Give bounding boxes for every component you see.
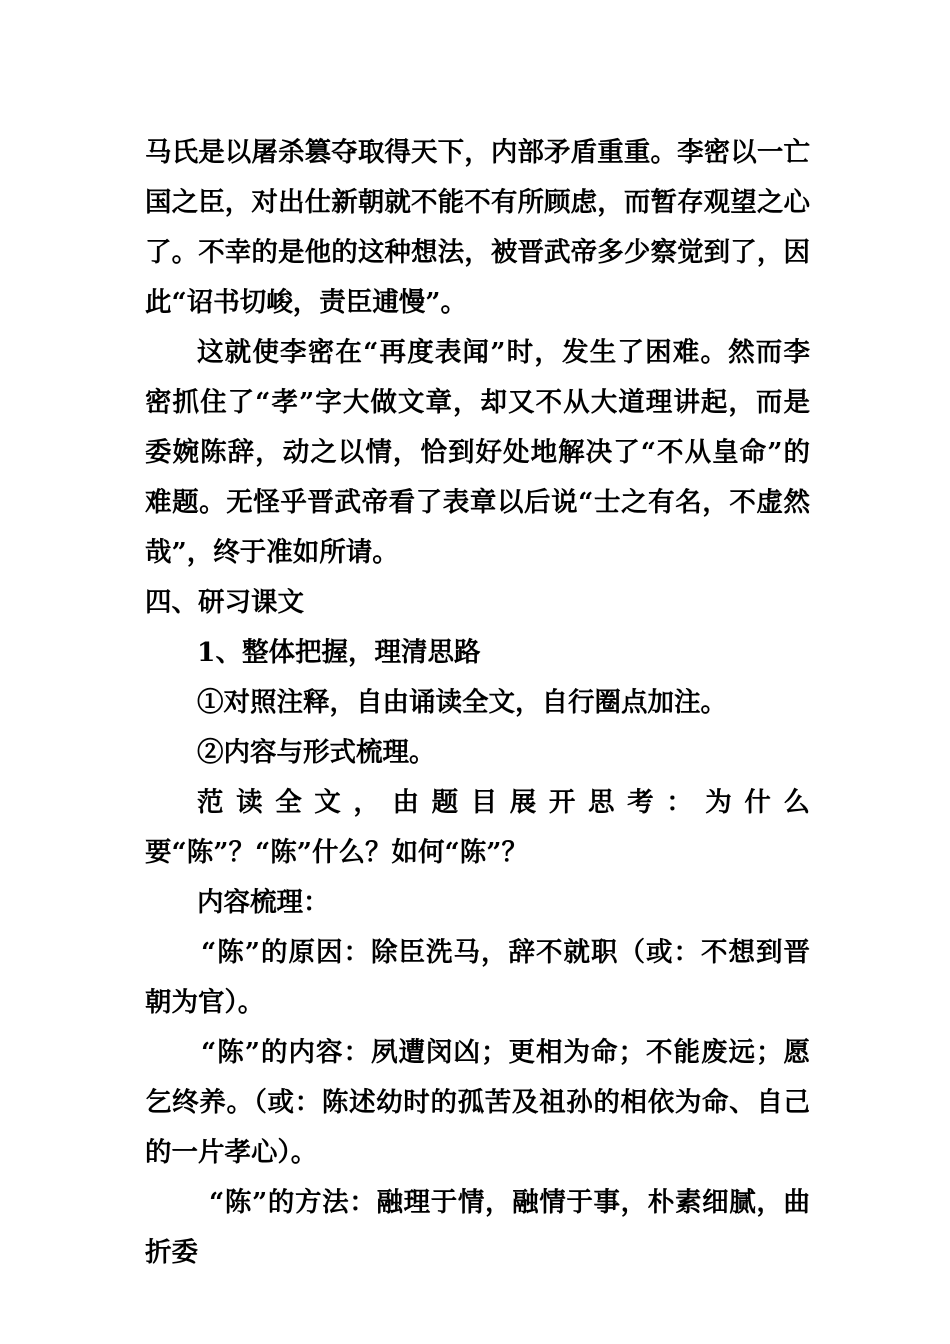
paragraph-guiding-questions: 范读全文，由题目展开思考：为什么要“陈”？“陈”什么？如何“陈”？ (145, 787, 810, 868)
paragraph-method: “陈”的方法：融理于情，融情于事，朴素细腻，曲折委 (145, 1187, 810, 1268)
paragraph-content: “陈”的内容：夙遭闵凶；更相为命；不能废远；愿乞终养。（或：陈述幼时的孤苦及祖孙的相依为命、自己的一片孝心）。 (145, 1037, 810, 1168)
paragraph-reason: “陈”的原因：除臣洗马，辞不就职（或：不想到晋朝为官）。 (145, 937, 810, 1018)
paragraph-historical-context: 马氏是以屠杀篡夺取得天下，内部矛盾重重。李密以一亡国之臣，对出仕新朝就不能不有所顾虑，而暂存观望之心了。不幸的是他的这种想法，被晋武帝多少察觉到了，因此“诏书切峻，责臣逋慢”。 (145, 137, 810, 318)
label-content-sorting: 内容梳理： (197, 887, 330, 918)
step-content-form: ②内容与形式梳理。 (197, 737, 436, 768)
step-read-with-notes: ①对照注释，自由诵读全文，自行圈点加注。 (197, 687, 727, 718)
document-body (145, 128, 810, 1278)
paragraph-difficulty: 这就使李密在“再度表闻”时，发生了困难。然而李密抓住了“孝”字大做文章，却又不从大道理讲起，而是委婉陈辞，动之以情，恰到好处地解决了“不从皇命”的难题。无怪乎晋武帝看了表章以后说“士之有名，不虚然哉”，终于准如所请。 (145, 337, 810, 568)
section-heading-study-text: 四、研习课文 (145, 587, 304, 618)
subheading-overall-grasp: 1、整体把握，理清思路 (197, 637, 481, 668)
